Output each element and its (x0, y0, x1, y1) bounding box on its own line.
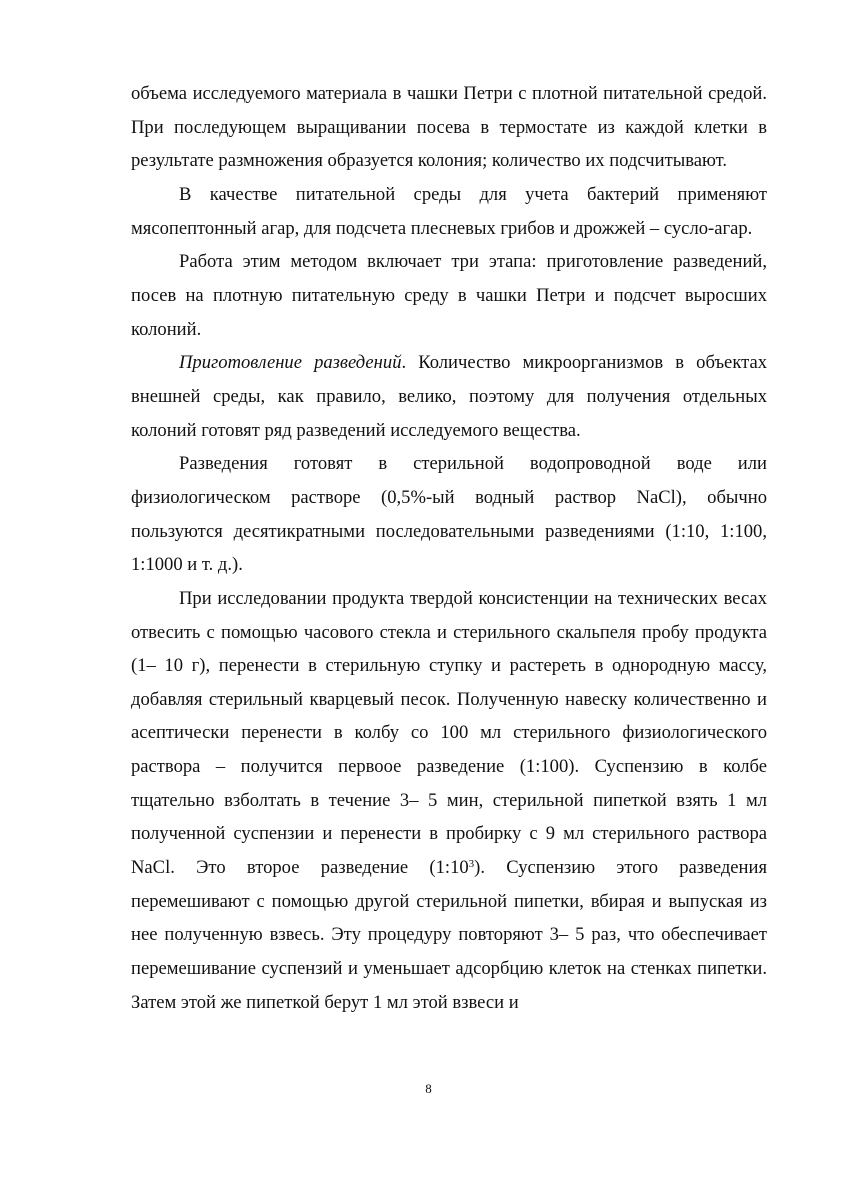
paragraph-6-text-a: При исследовании продукта твердой консистенции на технических весах отвесить с помощью часового стекла и стерильного скальпеля пробу продукта (1– 10 г), перенести в стерильную ступку и растереть в однородную массу, добавляя стерильный кварцевый песок. Полученную навеску количественно и асептически перенести в колбу со 100 мл стерильного физиологического раствора – получится первоое разведение (1:100). Суспензию в колбе тщательно взболтать в течение 3– 5 мин, стерильной пипеткой взять 1 мл полученной суспензии и перенести в пробирку с 9 мл стерильного раствора NaCl. Это второе разведение (1:10 (131, 587, 767, 879)
section-heading-italic: Приготовление разведений (179, 352, 402, 374)
paragraph-6 (131, 582, 767, 1020)
superscript-exponent: 3 (468, 858, 475, 871)
paragraph-2: В качестве питательной среды для учета бактерий применяют мясопептонный агар, для подсчета плесневых грибов и дрожжей – сусло-агар. (131, 183, 767, 239)
paragraph-6-text-b: ). Суспензию этого разведения перемешивают с помощью другой стерильной пипетки, вбирая и выпуская из нее полученную взвесь. Эту процедуру повторяют 3– 5 раз, что обеспечивает перемешивание суспензий и уменьшает адсорбцию клеток на стенках пипетки. Затем этой же пипеткой берут 1 мл этой взвеси и (131, 857, 767, 1013)
paragraph-1: объема исследуемого материала в чашки Петри с плотной питательной средой. При последующем выращивании посева в термостате из каждой клетки в результате размножения образуется колония; количество их подсчитывают. (131, 83, 767, 172)
paragraph-5-continuation: 1:1000 и т. д.). (131, 554, 243, 576)
paragraph-4 (131, 346, 767, 447)
paragraph-3: Работа этим методом включает три этапа: приготовление разведений, посев на плотную питательную среду в чашки Петри и подсчет выросших колоний. (131, 251, 767, 340)
paragraph-4-text: . Количество микроорганизмов в объектах внешней среды, как правило, велико, поэтому для получения отдельных колоний готовят ряд разведений исследуемого вещества. (131, 352, 768, 441)
paragraph-5: Разведения готовят в стерильной водопроводной воде или физиологическом растворе (0,5%-ый водный раствор NaCl), обычно пользуются десятикратными последовательными разведениями (1:10, 1:100, (131, 453, 767, 542)
page-number: 8 (425, 1081, 432, 1096)
body-text (131, 77, 767, 1019)
